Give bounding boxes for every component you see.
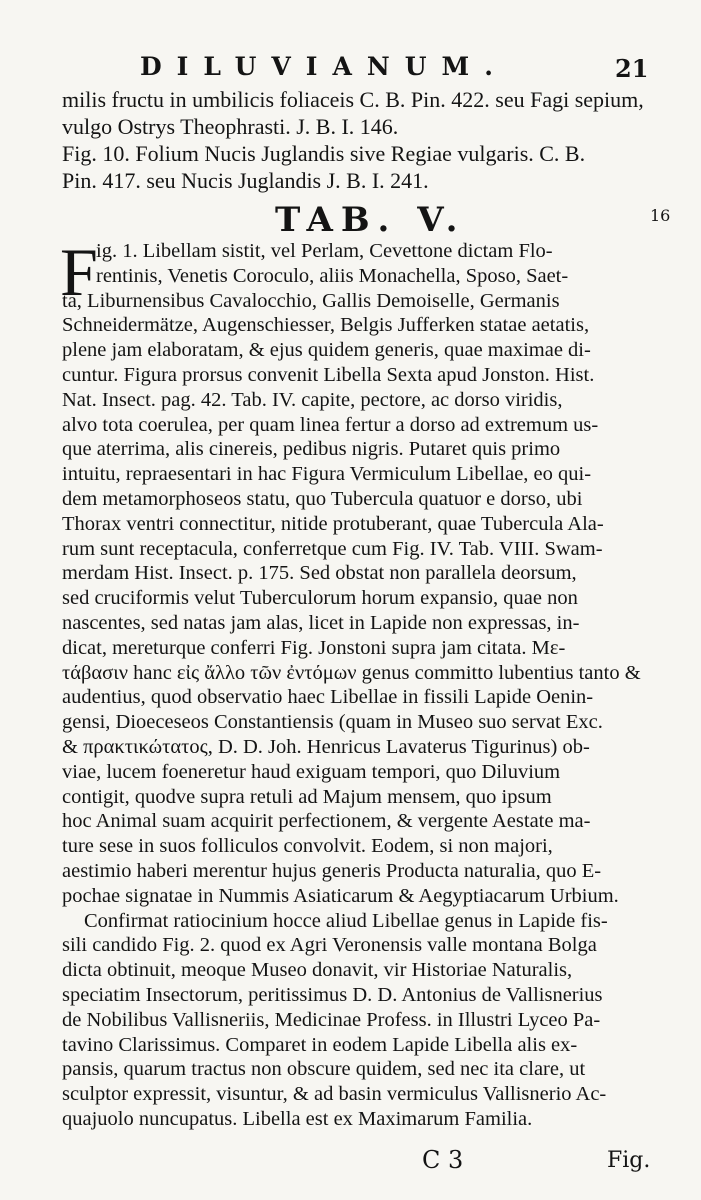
text-line: audentius, quod observatio haec Libellae in fissili Lapide Oenin- bbox=[62, 686, 594, 709]
text-line: Thorax ventri connectitur, nitide protuberant, quae Tubercula Ala- bbox=[62, 512, 604, 535]
drop-cap: F bbox=[60, 234, 98, 310]
running-head: DILUVIANUM. bbox=[140, 52, 508, 81]
text-line: dicta obtinuit, meoque Museo donavit, vir Historiae Naturalis, bbox=[62, 959, 573, 982]
section-title: TAB. V. bbox=[275, 200, 466, 240]
text-line: rum sunt receptacula, conferretque cum Fig. IV. Tab. VIII. Swam- bbox=[62, 537, 603, 560]
text-line: aestimio haberi merentur hujus generis Producta naturalia, quo E- bbox=[62, 860, 602, 882]
text-line: speciatim Insectorum, peritissimus D. D. Antonius de Vallisnerius bbox=[62, 984, 603, 1006]
text-line: ture sese in suos folliculos convolvit. Eodem, si non majori, bbox=[62, 835, 553, 858]
page-number: 21 bbox=[615, 54, 649, 83]
text-line: viae, lucem foeneretur haud exiguam tempori, quo Diluvium bbox=[62, 760, 561, 783]
text-line: alvo tota coerulea, per quam linea fertur a dorso ad extremum us- bbox=[62, 413, 599, 436]
text-line: Pin. 417. seu Nucis Juglandis J. B. I. 241. bbox=[62, 168, 429, 193]
text-line: dem metamorphoseos statu, quo Tubercula quatuor e dorso, ubi bbox=[62, 488, 583, 510]
text-line: Fig. 10. Folium Nucis Juglandis sive Regiae vulgaris. C. B. bbox=[62, 141, 586, 166]
text-line: tavino Clarissimus. Comparet in eodem Lapide Libella alis ex- bbox=[62, 1033, 578, 1056]
text-line: ta, Liburnensibus Cavalocchio, Gallis Demoiselle, Germanis bbox=[62, 289, 560, 312]
text-line: hoc Animal suam acquirit perfectionem, & vergente Aestate ma- bbox=[62, 810, 591, 833]
text-line: ig. 1. Libellam sistit, vel Perlam, Cevettone dictam Flo- bbox=[96, 240, 553, 262]
text-line: Confirmat ratiocinium hocce aliud Libellae genus in Lapide fis- bbox=[84, 909, 608, 932]
text-line: contigit, quodve supra retuli ad Majum mensem, quo ipsum bbox=[62, 785, 552, 808]
text-line: cuntur. Figura prorsus convenit Libella Sexta apud Jonston. Hist. bbox=[62, 364, 595, 386]
text-line: milis fructu in umbilicis foliaceis C. B. Pin. 422. seu Fagi sepium, bbox=[62, 87, 644, 112]
text-line: pansis, quarum tractus non obscure quidem, sed nec ita clare, ut bbox=[62, 1058, 586, 1081]
text-line: que aterrima, alis cinereis, pedibus nigris. Putaret quis primo bbox=[62, 438, 561, 461]
text-line: de Nobilibus Vallisneriis, Medicinae Profess. in Illustri Lyceo Pa- bbox=[62, 1008, 601, 1031]
text-line: nascentes, sed natas jam alas, licet in Lapide non expressas, in- bbox=[62, 612, 580, 634]
text-line: sili candido Fig. 2. quod ex Agri Veronensis valle montana Bolga bbox=[62, 934, 597, 957]
text-line: intuitu, repraesentari in hac Figura Vermiculum Libellae, eo qui- bbox=[62, 463, 592, 486]
text-line: plene jam elaboratam, & ejus quidem generis, quae maximae di- bbox=[62, 339, 591, 362]
text-line: quajuolo nuncupatus. Libella est ex Maximarum Familia. bbox=[62, 1108, 533, 1130]
text-line: dicat, mereturque conferri Fig. Jonstoni supra jam citata. Με- bbox=[62, 636, 566, 659]
margin-mark: 16 bbox=[650, 206, 671, 225]
text-line: sed cruciformis velut Tuberculorum horum expansio, quae non bbox=[62, 587, 578, 610]
text-line: τάβασιν hanc εἰς ἄλλο τῶν ἐντόμων genus committo lubentius tanto & bbox=[62, 661, 641, 684]
text-line: gensi, Dioeceseos Constantiensis (quam in Museo suo servat Exc. bbox=[62, 711, 603, 734]
text-line: merdam Hist. Insect. p. 175. Sed obstat non parallela deorsum, bbox=[62, 562, 577, 585]
signature-mark: C 3 bbox=[422, 1146, 464, 1174]
text-line: rentinis, Venetis Coroculo, aliis Monachella, Sposo, Saet- bbox=[96, 264, 569, 287]
text-line: & πρακτικώτατος, D. D. Joh. Henricus Lavaterus Tigurinus) ob- bbox=[62, 736, 590, 758]
text-line: sculptor expressit, visuntur, & ad basin vermiculus Vallisnerio Ac- bbox=[62, 1083, 607, 1106]
text-line: Nat. Insect. pag. 42. Tab. IV. capite, pectore, ac dorso viridis, bbox=[62, 388, 563, 411]
catchword: Fig. bbox=[607, 1148, 651, 1173]
text-line: vulgo Ostrys Theophrasti. J. B. I. 146. bbox=[62, 114, 399, 139]
text-line: pochae signatae in Nummis Asiaticarum & Aegyptiacarum Urbium. bbox=[62, 884, 619, 907]
text-line: Schneidermätze, Augenschiesser, Belgis Jufferken statae aetatis, bbox=[62, 314, 590, 337]
